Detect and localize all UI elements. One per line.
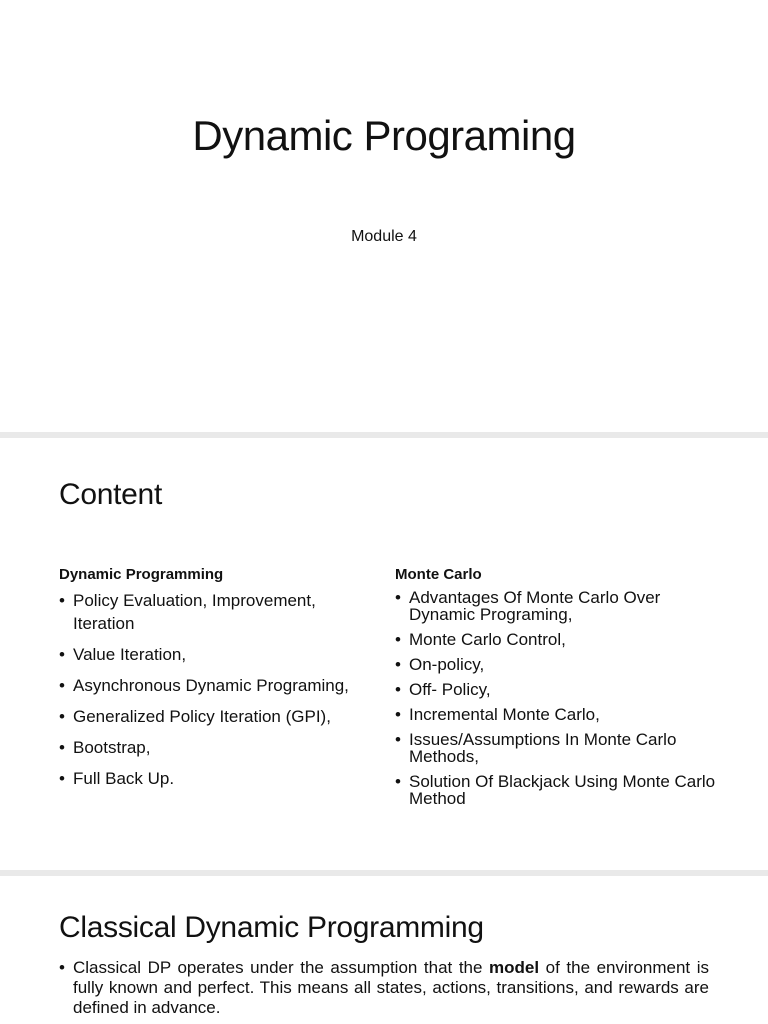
list-item: • Off- Policy, [395, 681, 725, 698]
slide-subtitle: Module 4 [351, 228, 417, 245]
bullet-text-before: Classical DP operates under the assumption that the [73, 958, 490, 977]
list-item: • Value Iteration, [59, 643, 369, 666]
list-item: • On-policy, [395, 656, 725, 673]
classical-dp-body [59, 958, 709, 1018]
dynamic-programming-list [59, 589, 369, 790]
list-item: • Policy Evaluation, Improvement, Iteration [59, 589, 369, 635]
list-item [59, 958, 709, 1018]
monte-carlo-list [395, 589, 725, 807]
slide-content [0, 438, 768, 870]
slide-title [0, 0, 768, 432]
list-item: • Generalized Policy Iteration (GPI), [59, 705, 369, 728]
list-item: • Bootstrap, [59, 736, 369, 759]
slide-classical-dp [0, 876, 768, 1024]
bullet-text-bold: model [489, 958, 540, 977]
list-item: • Monte Carlo Control, [395, 631, 725, 648]
list-item: • Asynchronous Dynamic Programing, [59, 674, 369, 697]
dynamic-programming-column [59, 566, 369, 798]
slide-title-heading: Dynamic Programing [192, 112, 576, 159]
monte-carlo-column [395, 566, 725, 815]
list-item: • Full Back Up. [59, 767, 369, 790]
list-item: • Solution Of Blackjack Using Monte Carlo Method [395, 773, 725, 807]
monte-carlo-column-title: Monte Carlo [395, 566, 482, 583]
list-item: • Issues/Assumptions In Monte Carlo Methods, [395, 731, 725, 765]
content-heading: Content [59, 478, 162, 511]
dynamic-programming-column-title: Dynamic Programming [59, 566, 224, 583]
list-item: • Advantages Of Monte Carlo Over Dynamic Programing, [395, 589, 725, 623]
classical-dp-heading: Classical Dynamic Programming [59, 911, 484, 944]
bullet-text-after: of the environment is fully known and perfect. This means all states, actions, transitions, and rewards are defined in advance. [73, 958, 709, 1017]
list-item: • Incremental Monte Carlo, [395, 706, 725, 723]
